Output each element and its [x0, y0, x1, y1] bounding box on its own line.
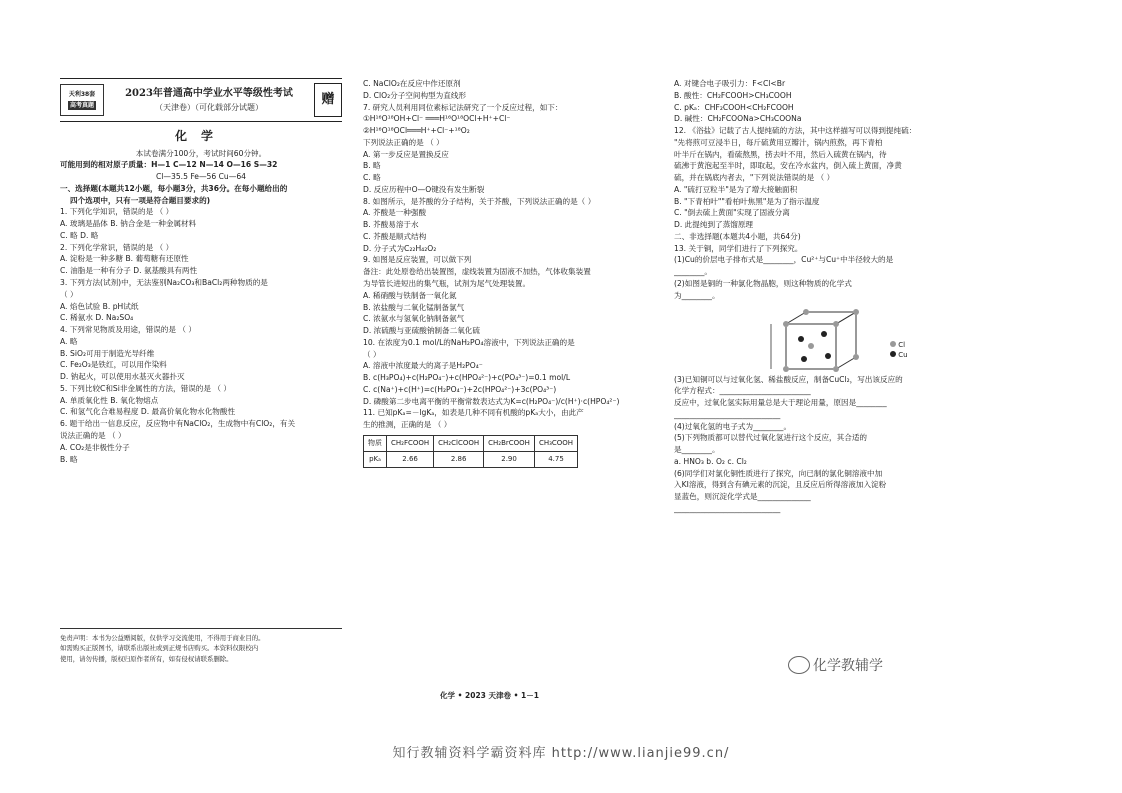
subject-title: 化学 [174, 129, 227, 143]
text-line: 10. 在浓度为0.1 mol/L的NaH₂PO₄溶液中，下列说法正确的是 [363, 337, 575, 347]
text-line: (2)如图是铜的一种氯化物晶胞，则这种物质的化学式 [674, 279, 852, 289]
gift-stamp: 赠 [314, 83, 342, 117]
text-line: ②H¹⁶O¹⁸OCl═══H⁺+Cl⁻+¹⁸O₂ [363, 126, 470, 136]
text-line: 为________。 [674, 290, 720, 300]
text-line: (1)Cu的价层电子排布式是________，Cu²⁺与Cu⁺中半径较大的是 [674, 255, 894, 265]
table-cell: pKₐ [364, 451, 387, 467]
text-line: 2. 下列化学常识，错误的是 （ ） [60, 242, 174, 252]
table-row [364, 451, 578, 467]
text-line: D. 钠起火，可以使用水基灭火器扑灭 [60, 372, 185, 382]
text-line: 入KI溶液，得到含有碘元素的沉淀，且反应后所得溶液加入淀粉 [674, 480, 887, 490]
table-cell: 2.86 [434, 451, 484, 467]
exam-header [60, 78, 342, 122]
legend-cu: Cu [898, 351, 908, 360]
text-line: 8. 如图所示，是芥酸的分子结构，关于芥酸，下列说法正确的是（ ） [363, 196, 596, 206]
text-line: C. NaClO₂在反应中作还原剂 [363, 79, 461, 88]
exam-sheet [60, 78, 1060, 688]
text-line: D. 此提纯到了蒸馏原理 [674, 220, 754, 230]
text-line: 5. 下列比较C和Si非金属性的方法，错误的是 （ ） [60, 383, 231, 393]
text-line: (6)同学们对氯化铜性质进行了探究，向已制的氯化铜溶液中加 [674, 468, 883, 478]
cl-atom-icon [890, 341, 896, 347]
text-line: 硫沸于黄泡起至半时，即取起，安在冷水盆内，倒入硫上黄面，净黄 [674, 161, 902, 171]
table-cell: 4.75 [534, 451, 577, 467]
text-line: D. ClO₂分子空间构型为直线形 [363, 90, 467, 100]
atomic-mass-line: 可能用到的相对原子质量：H—1 C—12 N—14 O—16 S—32 [60, 160, 278, 170]
text-line: 为导管长进短出的集气瓶，试剂为尾气处理装置。 [363, 279, 531, 289]
text-line: 7. 研究人员利用同位素标记法研究了一个反应过程，如下： [363, 102, 563, 112]
text-line: 显蓝色，则沉淀化学式是______________ [674, 492, 811, 502]
table-cell: 2.90 [484, 451, 535, 467]
question-list [60, 206, 342, 465]
watermark-name: 化学教辅学 [813, 658, 883, 674]
table-cell: CH₂ClCOOH [434, 435, 484, 451]
text-line: A. 焰色试验 B. pH试纸 [60, 301, 139, 311]
text-line: B. SiO₂可用于制造光导纤维 [60, 348, 155, 358]
question-list [674, 78, 986, 302]
section-heading: 一、选择题(本题共12小题，每小题3分，共36分。在每小题给出的 [60, 183, 288, 193]
column-3 [674, 78, 986, 515]
question-list [674, 374, 986, 515]
text-line: 备注：此处原卷给出装置图，虚线装置为固液不加热，气体收集装置 [363, 267, 591, 277]
text-line: A. 略 [60, 336, 78, 346]
text-line: 13. 关于铜，同学们进行了下列探究。 [674, 243, 803, 253]
watermark-logo [788, 655, 883, 675]
text-line: 9. 如图是反应装置，可以做下列 [363, 255, 472, 265]
text-line: B. 酸性：CH₂FCOOH>CH₃COOH [674, 90, 792, 100]
text-line: D. 碱性：CH₂FCOONa>CH₃COONa [674, 114, 802, 124]
text-line: C. pKₐ：CHF₂COOH<CH₂FCOOH [674, 102, 794, 112]
text-line: C. 略 D. 略 [60, 230, 99, 240]
text-line: ①H¹⁶O¹⁸OH+Cl⁻ ═══H¹⁶O¹⁸OCl+H⁺+Cl⁻ [363, 114, 511, 124]
text-line: C. Fe₂O₃是铁红，可以用作染料 [60, 360, 167, 370]
text-line: 6. 题干给出一信息反应，反应物中有NaClO₂，生成物中有ClO₂，有关 [60, 419, 296, 429]
exam-subtitle: （天津卷）（可化载部分试题） [155, 102, 263, 112]
text-line: D. 分子式为C₂₂H₄₂O₂ [363, 243, 437, 253]
text-line: ________。 [674, 267, 712, 277]
section-heading: 四个选项中，只有一项是符合题目要求的) [70, 195, 211, 205]
crystal-legend [890, 340, 908, 362]
text-line: ____________________________ [674, 409, 781, 419]
crystal-cell-diagram [766, 304, 886, 374]
text-line: 说法正确的是 （ ） [60, 430, 126, 440]
text-line: A. 溶液中浓度最大的离子是H₂PO₄⁻ [363, 361, 483, 371]
text-line: B. 略 [60, 454, 78, 464]
text-line: （ ） [363, 349, 381, 359]
text-line: B. "下青柏叶""看柏叶焦黑"是为了指示温度 [674, 196, 820, 206]
text-line: C. 油脂是一种有分子 D. 氨基酸具有两性 [60, 266, 198, 276]
table-cell: 物质 [364, 435, 387, 451]
text-line: 12. 《浴盐》记载了古人提纯硫的方法，其中这样描写可以得到提纯硫： [674, 126, 917, 136]
table-cell: CH₃COOH [534, 435, 577, 451]
text-line: A. 单质氧化性 B. 氧化物熔点 [60, 395, 159, 405]
text-line: D. 磷酸第二步电离平衡的平衡常数表达式为K=c(H₂PO₄⁻)/c(H⁺)·c(HPO₄²⁻) [363, 396, 620, 406]
text-line: (4)过氧化氢的电子式为________。 [674, 421, 792, 431]
text-line: C. 略 [363, 173, 381, 183]
text-line: A. 芥酸是一种强酸 [363, 208, 427, 218]
text-line: C. "倒去硫上黄面"实现了固液分离 [674, 208, 790, 218]
text-line: C. 稀氨水 D. Na₂SO₄ [60, 313, 134, 323]
text-line: A. 淀粉是一种多糖 B. 葡萄糖有还原性 [60, 254, 189, 264]
logo-text: 天利38套 [68, 90, 96, 98]
text-line: 是________。 [674, 445, 720, 455]
cu-atom-icon [890, 351, 896, 357]
score-note: 本试卷满分100分，考试时间60分钟。 [135, 148, 267, 158]
table-header-row [364, 435, 578, 451]
text-line: B. 略 [363, 161, 381, 171]
text-line: D. 浓硫酸与亚硫酸钠制备二氧化硫 [363, 326, 480, 336]
text-line: 叶半斤在锅内，看硫熬黑，捞去叶不用，然后入硫黄在锅内，待 [674, 149, 887, 159]
text-line: 4. 下列常见物质及用途，错误的是 （ ） [60, 325, 196, 335]
text-line: 1. 下列化学知识，错误的是 （ ） [60, 207, 174, 217]
disclaimer-line: 使用，请勿传播，版权归原作者所有，如有侵权请联系删除。 [60, 654, 233, 663]
logo-band: 高考真题 [69, 102, 94, 109]
page-footer: 化学 • 2023 天津卷 • 1－1 [440, 691, 539, 700]
wechat-icon [788, 656, 810, 674]
text-line: (3)已知铜可以与过氧化氢、稀盐酸反应，制备CuCl₂，写出该反应的 [674, 374, 903, 384]
text-line: ____________________________ [674, 503, 781, 513]
text-line: C. 芥酸是顺式结构 [363, 231, 427, 241]
text-line: C. 浓氨水与氢氧化钠制备氨气 [363, 314, 465, 324]
text-line: 硫，并在锅底内者去，"下列说法错误的是 （ ） [674, 173, 835, 183]
text-line: A. 对键合电子吸引力：F<Cl<Br [674, 79, 786, 88]
question-list [363, 78, 653, 431]
pka-table [363, 435, 578, 468]
text-line: C. 和氢气化合难易程度 D. 最高价氧化物水化物酸性 [60, 407, 236, 417]
text-line: 11. 已知pKₐ=－lgKₐ，如表是几种不同有机酸的pKₐ大小，由此产 [363, 408, 584, 418]
text-line: C. c(Na⁺)+c(H⁺)=c(H₂PO₄⁻)+2c(HPO₄²⁻)+3c(PO₄³⁻) [363, 384, 557, 394]
exam-title-block [104, 86, 314, 114]
text-line: "先将煎可豆浸半日，每斤硫黄用豆瓣汁，锅内煎熬，再下青柏 [674, 137, 883, 147]
column-1 [60, 78, 342, 465]
text-line: (5)下列物质都可以替代过氧化氢进行这个反应，其合适的 [674, 433, 868, 443]
table-cell: CH₂FCOOH [387, 435, 434, 451]
text-line: B. c(H₃PO₄)+c(H₂PO₄⁻)+c(HPO₄²⁻)+c(PO₄³⁻)=0.1 mol/L [363, 373, 571, 383]
disclaimer-line: 免责声明：本书为公益赠阅版，仅供学习交流使用，不得用于商业目的。 [60, 634, 265, 642]
text-line: a. HNO₃ b. O₂ c. Cl₂ [674, 456, 747, 466]
text-line: A. CO₂是非极性分子 [60, 442, 130, 452]
table-cell: CH₂BrCOOH [484, 435, 535, 451]
text-line: 3. 下列方法(试剂)中，无法鉴别Na₂CO₃和BaCl₂两种物质的是 [60, 278, 268, 288]
atomic-mass-line: Cl—35.5 Fe—56 Cu—64 [156, 172, 246, 182]
text-line: A. 稀硝酸与铁制备一氧化氮 [363, 290, 457, 300]
text-line: B. 芥酸易溶于水 [363, 220, 419, 230]
watermark-site: 知行教辅资料学霸资料库 http://www.lianjie99.cn/ [392, 746, 730, 761]
column-2 [363, 78, 653, 468]
text-line: 化学方程式：________________________ [674, 386, 811, 396]
text-line: B. 浓盐酸与二氧化锰制备氯气 [363, 302, 465, 312]
table-cell: 2.66 [387, 451, 434, 467]
crystal-figure [674, 302, 986, 374]
brand-logo [60, 84, 104, 116]
text-line: D. 反应历程中O—O键没有发生断裂 [363, 184, 485, 194]
exam-title: 2023年普通高中学业水平等级性考试 [125, 88, 293, 100]
text-line: 下列说法正确的是 （ ） [363, 137, 444, 147]
text-line: （ ） [60, 289, 78, 299]
text-line: 二、非选择题(本题共4小题，共64分) [674, 231, 801, 241]
text-line: 生的推测，正确的是 （ ） [363, 420, 452, 430]
text-line: 反应中，过氧化氢实际用量总是大于理论用量，原因是________ [674, 398, 887, 408]
legend-cl: Cl [898, 340, 906, 349]
text-line: A. 第一步反应是置换反应 [363, 149, 449, 159]
disclaimer-line: 如需购买正版图书，请联系出版社或到正规书店购买。本资料仅限校内 [60, 644, 259, 653]
disclaimer [60, 628, 342, 664]
text-line: A. "硫打豆粒半"是为了增大接触面积 [674, 184, 798, 194]
text-line: A. 玻璃是晶体 B. 钠合金是一种金属材料 [60, 219, 197, 229]
